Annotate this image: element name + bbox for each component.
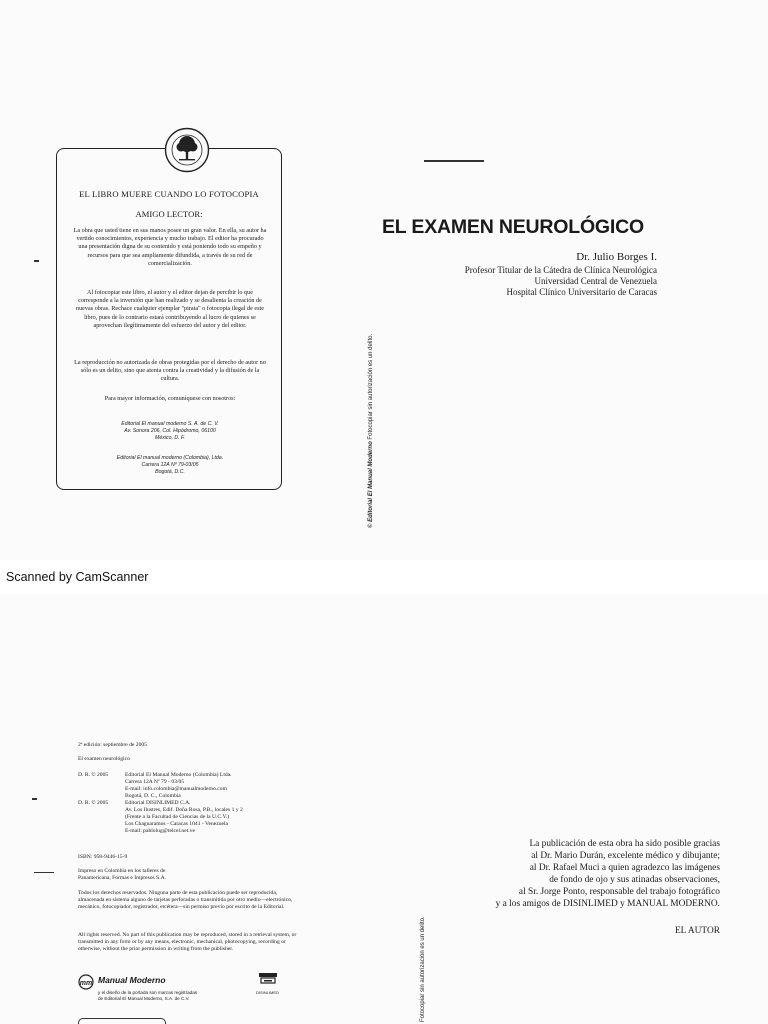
address-line: México, D. F. bbox=[155, 435, 185, 441]
spine-text-bottom bbox=[420, 916, 426, 1022]
rights-reserved-english: All rights reserved. No part of this publication may be reproduced, stored in a retrieval system, or transmitted in any form or by any means, electronic, mechanical, photocopying, recording or otherwise, without the prior permission in writing from the publisher. bbox=[78, 932, 297, 952]
printer-line-1: Impreso en Colombia en los talleres de bbox=[78, 868, 166, 874]
acknowledgement-line: al Dr. Rafael Muci a quien agradezco las imágenes bbox=[529, 863, 720, 873]
rights-holder-2 bbox=[125, 800, 243, 835]
scan-mark bbox=[34, 872, 54, 873]
scan-mark bbox=[34, 260, 39, 262]
acknowledgement-signature: EL AUTOR bbox=[674, 926, 720, 936]
rights-reserved-spanish: Todos los derechos reservados. Ninguna parte de esta publicación puede ser reproducida, almacenada en sistema alguno de tarjetas perforadas o transmitida por otro medio—electrónico, mecánico, fotocopiador, registrador, etcétera—sin permiso previo por escrito de la Editorial. bbox=[78, 890, 293, 910]
author-name: Dr. Julio Borges I. bbox=[576, 251, 657, 263]
notice-heading: EL LIBRO MUERE CUANDO LO FOTOCOPIA bbox=[79, 189, 259, 199]
author-university: Universidad Central de Venezuela bbox=[534, 276, 657, 286]
scan-mark bbox=[424, 160, 484, 162]
acknowledgement-line: al Sr. Jorge Ponto, responsable del trabajo fotográfico bbox=[518, 887, 720, 897]
notice-address-colombia bbox=[73, 455, 267, 476]
address-line: Editorial El manual moderno S. A. de C. V. bbox=[121, 421, 219, 427]
author-position: Profesor Titular de la Cátedra de Clínica Neurológica bbox=[464, 265, 657, 275]
spine-warning-bottom: Fotocopiar sin autorización es un delito. bbox=[420, 916, 426, 1022]
notice-paragraph-4: Para mayor información, comuníquese con nosotros: bbox=[104, 395, 236, 402]
spine-warning: Fotocopiar sin autorización es un delito. bbox=[368, 333, 374, 440]
spine-text-top bbox=[368, 334, 374, 528]
tree-seal-icon bbox=[164, 127, 210, 173]
acknowledgement-line: de fondo de ojo y sus atinadas observaciones, bbox=[549, 875, 720, 885]
isbn-line: ISBN: 958-9446-15-9 bbox=[78, 854, 128, 860]
book-name-line: El examen neurológico bbox=[78, 756, 130, 762]
notice-paragraph-3: La reproducción no autorizada de obras protegidas por el derecho de autor no sólo es un delito, sino que atenta contra la creatividad y la difusión de la cultura. bbox=[74, 359, 266, 383]
rights-line: Bogotá, D. C., Colombia bbox=[125, 793, 181, 799]
disinlimed-logo-icon bbox=[258, 972, 278, 988]
brand-name: Manual Moderno bbox=[98, 975, 166, 985]
rights-line: Editorial El Manual Moderno (Colombia) Ltda. bbox=[125, 772, 232, 778]
address-line: Bogotá, D.C. bbox=[155, 469, 185, 475]
author-hospital: Hospital Clínico Universitario de Caracas bbox=[506, 287, 657, 297]
brand-note-line: de Editorial El Manual Moderno, S.A. de C.V. bbox=[98, 996, 190, 1001]
brand-note-line: y el diseño de la portada son marcas registradas bbox=[98, 990, 198, 995]
address-line: Av. Sonora 206, Col. Hipódromo, 06100 bbox=[124, 428, 216, 434]
notice-address-mexico bbox=[73, 421, 267, 442]
rights-line: Av. Los Ilustres, Edif. Doña Rosa, P.B., locales 1 y 2 bbox=[125, 807, 243, 813]
spine-brand: © Editorial El Manual Moderno bbox=[368, 441, 374, 528]
rights-line: Editorial DISINLIMED C.A. bbox=[125, 800, 191, 806]
scanned-page-bottom bbox=[0, 594, 768, 1024]
printer-line-2: Panamericana, Formas e Impresos S.A. bbox=[78, 875, 167, 881]
rights-line: (Frente a la Facultad de Ciencias de la U.C.V.) bbox=[125, 814, 230, 820]
rights-holder-1 bbox=[125, 772, 232, 800]
book-title: EL EXAMEN NEUROLÓGICO bbox=[382, 216, 644, 238]
rights-label-2: D. R. © 2005 bbox=[78, 800, 109, 806]
address-line: Editorial El manual moderno (Colombia), Ltda. bbox=[116, 455, 224, 461]
disinlimed-label: DISINLIMED bbox=[256, 990, 279, 995]
rights-line: Carrera 12A Nº 79 - 03/05 bbox=[125, 779, 185, 785]
acknowledgement-line: y a los amigos de DISINLIMED y MANUAL MODERNO. bbox=[495, 899, 720, 909]
scanner-caption: Scanned by CamScanner bbox=[6, 570, 149, 584]
rights-label-1: D. R. © 2005 bbox=[78, 772, 109, 778]
edition-line: 2ª edición: septiembre de 2005 bbox=[78, 742, 147, 748]
brand-note bbox=[98, 990, 197, 1002]
notice-paragraph-1: La obra que usted tiene en sus manos posee un gran valor. En ella, su autor ha vertido conocimientos, experiencia y mucho trabajo. El editor ha procurado una presentación digna de su contenido y está poniendo todo su empeño y recursos para que sea ampliamente difundida, a través de su red de comercialización. bbox=[73, 227, 267, 267]
rights-line: Los Chaguaramos - Caracas 1041 - Venezuela bbox=[125, 821, 229, 827]
svg-text:mm: mm bbox=[79, 980, 93, 987]
manual-moderno-logo-icon bbox=[78, 974, 94, 990]
acknowledgement-line: La publicación de esta obra ha sido posible gracias bbox=[529, 839, 720, 849]
scan-mark bbox=[32, 798, 37, 800]
address-line: Carrera 12A Nº 79-03/05 bbox=[141, 462, 199, 468]
notice-paragraph-2: Al fotocopiar este libro, el autor y el editor dejan de percibir lo que corresponde a la inversión que han realizado y se desalienta la creación de nuevas obras. Rechace cualquier ejemplar "pirata" o fotocopia ilegal de este libro, pues de lo contrario estará contribuyendo al lucro de quienes se aprovechan ilegítimamente del esfuerzo del autor y del editor. bbox=[75, 289, 264, 329]
rights-line: E-mail: pablolug@telcel.net.ve bbox=[125, 828, 195, 834]
anti-photocopy-notice bbox=[56, 148, 282, 490]
acknowledgement-line: al Dr. Mario Durán, excelente médico y dibujante; bbox=[531, 851, 720, 861]
cropped-stamp-outline bbox=[78, 1018, 166, 1024]
notice-subheading: AMIGO LECTOR: bbox=[135, 209, 203, 219]
rights-line: E-mail: info.colombia@manualmoderno.com bbox=[125, 786, 227, 792]
